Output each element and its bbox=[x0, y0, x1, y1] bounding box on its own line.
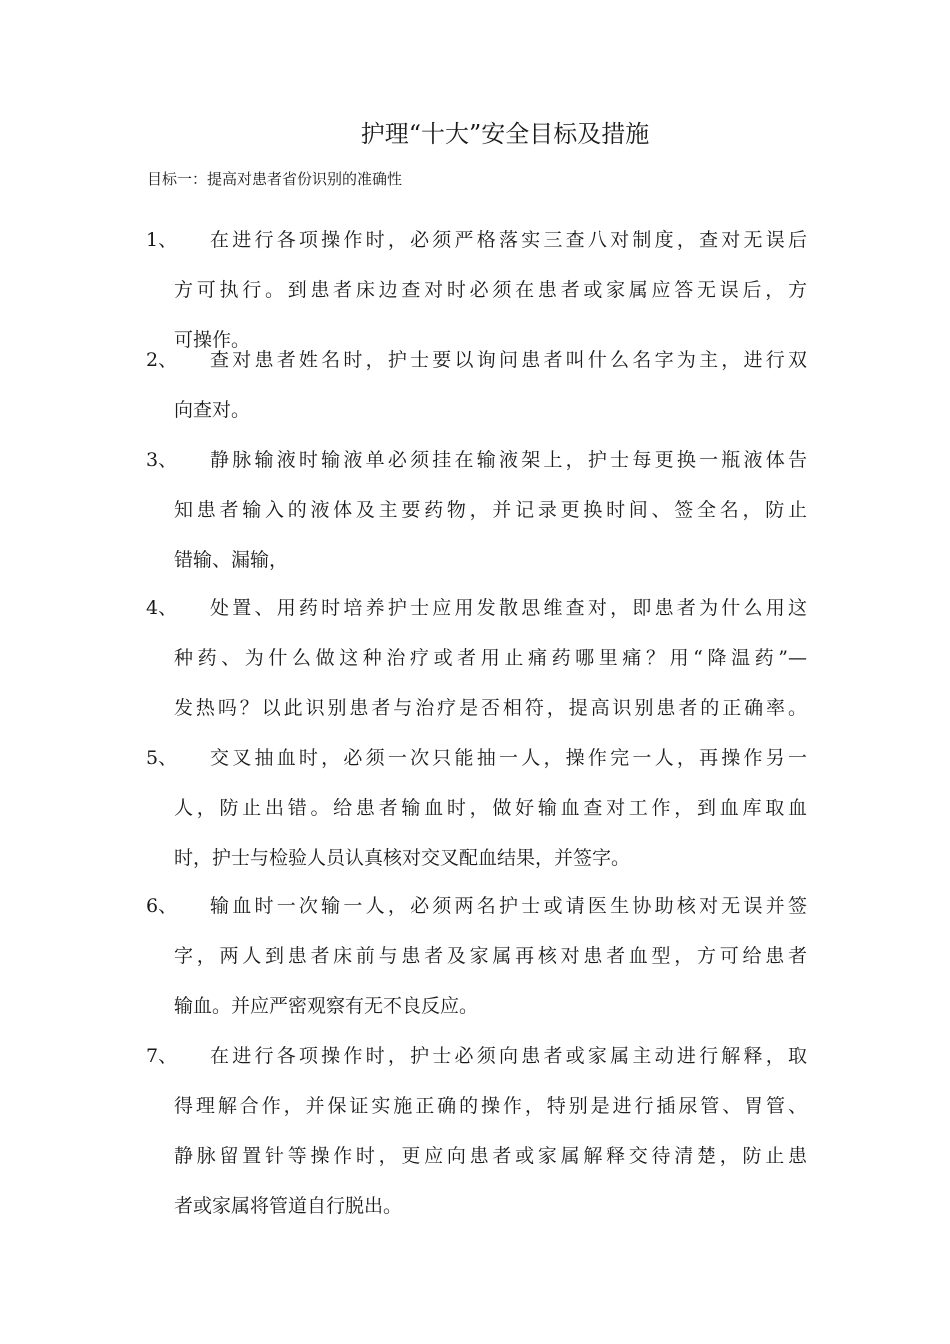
item-number: 1、 bbox=[146, 229, 178, 251]
item-line: 字，两人到患者床前与患者及家属再核对患者血型，方可给患者 bbox=[174, 945, 807, 967]
list-item-7 bbox=[0, 1031, 950, 1231]
item-number: 5、 bbox=[146, 747, 178, 769]
goal-heading: 目标一：提高对患者省份识别的准确性 bbox=[147, 170, 403, 188]
item-line: 人，防止出错。给患者输血时，做好输血查对工作，到血库取血 bbox=[174, 797, 807, 819]
item-line: 在进行各项操作时，必须严格落实三查八对制度，查对无误后 bbox=[210, 229, 807, 251]
item-line: 种药、为什么做这种治疗或者用止痛药哪里痛？用“降温药”— bbox=[174, 647, 807, 669]
list-item-4 bbox=[0, 583, 950, 733]
list-item-6 bbox=[0, 881, 950, 1031]
item-line: 错输、漏输， bbox=[174, 549, 289, 571]
document-title: 护理“十大”安全目标及措施 bbox=[360, 120, 650, 148]
item-line: 发热吗？以此识别患者与治疗是否相符，提高识别患者的正确率。 bbox=[174, 697, 807, 719]
item-line: 在进行各项操作时，护士必须向患者或家属主动进行解释，取 bbox=[210, 1045, 807, 1067]
item-line: 查对患者姓名时，护士要以询问患者叫什么名字为主，进行双 bbox=[210, 349, 807, 371]
item-number: 6、 bbox=[146, 895, 178, 917]
item-line: 得理解合作，并保证实施正确的操作，特别是进行插尿管、胃管、 bbox=[174, 1095, 807, 1117]
item-line: 可操作。 bbox=[174, 329, 251, 351]
item-line: 时，护士与检验人员认真核对交叉配血结果，并签字。 bbox=[174, 847, 631, 869]
item-line: 向查对。 bbox=[174, 399, 251, 421]
item-line: 交叉抽血时，必须一次只能抽一人，操作完一人，再操作另一 bbox=[210, 747, 807, 769]
item-line: 处置、用药时培养护士应用发散思维查对，即患者为什么用这 bbox=[210, 597, 807, 619]
list-item-3 bbox=[0, 435, 950, 585]
item-line: 输血。并应严密观察有无不良反应。 bbox=[174, 995, 479, 1017]
item-number: 4、 bbox=[146, 597, 178, 619]
item-number: 3、 bbox=[146, 449, 178, 471]
item-number: 7、 bbox=[146, 1045, 178, 1067]
item-line: 者或家属将管道自行脱出。 bbox=[174, 1195, 403, 1217]
list-item-5 bbox=[0, 733, 950, 883]
item-line: 方可执行。到患者床边查对时必须在患者或家属应答无误后，方 bbox=[174, 279, 807, 301]
item-line: 知患者输入的液体及主要药物，并记录更换时间、签全名，防止 bbox=[174, 499, 807, 521]
item-line: 静脉输液时输液单必须挂在输液架上，护士每更换一瓶液体告 bbox=[210, 449, 807, 471]
item-line: 输血时一次输一人，必须两名护士或请医生协助核对无误并签 bbox=[210, 895, 807, 917]
item-line: 静脉留置针等操作时，更应向患者或家属解释交待清楚，防止患 bbox=[174, 1145, 807, 1167]
item-number: 2、 bbox=[146, 349, 178, 371]
